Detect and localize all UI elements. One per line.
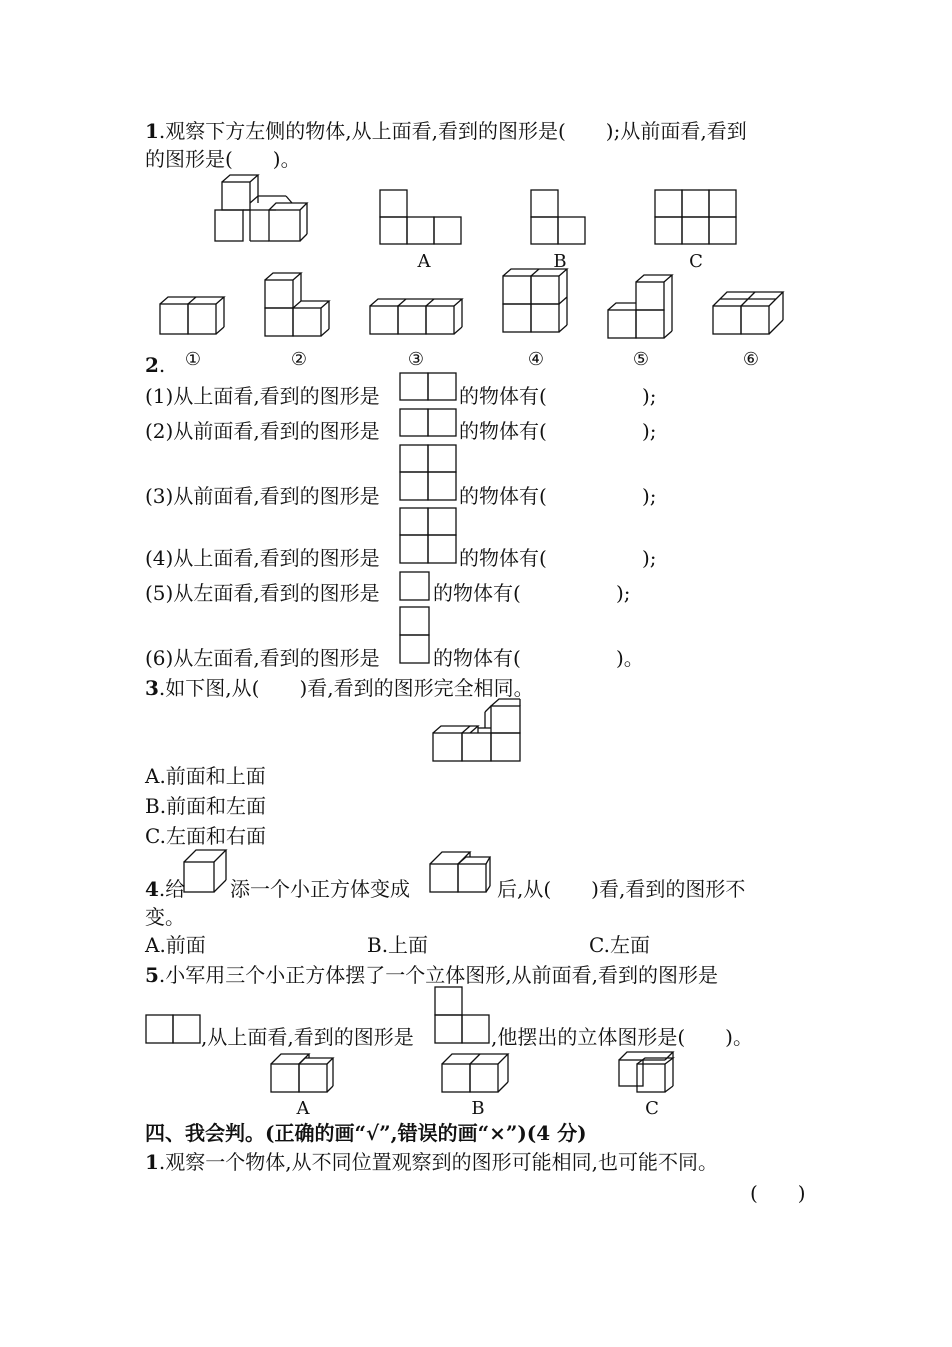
q2-figure-4-label: ④ [527,349,545,370]
q4-line2: 变。 [145,905,185,929]
q3-option-b: B.前面和左面 [145,794,267,818]
q4-cube-after [428,850,494,894]
q2-item-5-prefix: (5)从左面看,看到的图形是 [145,581,380,605]
q2-item-4-prefix: (4)从上面看,看到的图形是 [145,546,380,570]
q5-option-a-figure [269,1052,335,1094]
q4-part2: 添一个小正方体变成 [230,877,410,901]
q2-item-2-prefix: (2)从前面看,看到的图形是 [145,419,380,443]
q5-part2: ,从上面看,看到的图形是 [201,1025,414,1049]
q3-solid-figure [430,698,522,764]
q2-figure-6-label: ⑥ [742,349,760,370]
q2-item-2-suffix: 的物体有( [459,419,547,443]
section-4-q1-answer-paren: ( ) [750,1181,806,1205]
q4-cube-before [182,848,228,894]
q2-figure-6 [711,290,789,336]
q4-option-a: A.前面 [145,933,206,957]
q2-figure-1-label: ① [184,349,202,370]
q2-figure-4 [501,266,571,334]
q5-option-c-figure [617,1050,685,1094]
q5-front-view [145,1014,201,1044]
q2-item-1-prefix: (1)从上面看,看到的图形是 [145,384,380,408]
q5-line1: 5.小军用三个小正方体摆了一个立体图形,从前面看,看到的图形是 [145,963,718,987]
q1-solid-figure [212,172,314,246]
q2-item-1-suffix: 的物体有( [459,384,547,408]
q2-item-5-suffix: 的物体有( [433,581,521,605]
q2-item-4-close: ); [642,546,657,570]
q1-line2: 的图形是( )。 [145,147,301,171]
q5-option-b-figure [440,1052,512,1094]
q5-option-a-label: A [296,1098,310,1119]
q4-part1: 4.给 [145,877,186,901]
q3-text: 3.如下图,从( )看,看到的图形完全相同。 [145,676,534,700]
q2-number: 2. [145,353,166,377]
q2-figure-1 [158,294,228,336]
section-4-q1-text: 1.观察一个物体,从不同位置观察到的图形可能相同,也可能不同。 [145,1150,718,1174]
q2-figure-3-label: ③ [407,349,425,370]
q1-option-a-label: A [417,251,431,272]
q2-item-3-suffix: 的物体有( [459,484,547,508]
q2-item-1-shape [399,372,457,401]
q2-item-6-suffix: 的物体有( [433,646,521,670]
q4-part3: 后,从( )看,看到的图形不 [497,877,746,901]
q2-item-3-close: ); [642,484,657,508]
q5-part3: ,他摆出的立体图形是( )。 [491,1025,753,1049]
q2-figure-5 [606,272,676,340]
q2-item-1-close: ); [642,384,657,408]
q2-item-2-shape [399,408,457,437]
q1-option-c-figure [654,189,738,245]
q2-item-6-shape [399,606,430,664]
q3-option-c: C.左面和右面 [145,824,266,848]
q2-figure-2 [263,270,333,338]
q4-option-c: C.左面 [589,933,650,957]
q1-option-b-label: B [553,251,567,272]
q2-item-6-prefix: (6)从左面看,看到的图形是 [145,646,380,670]
q2-item-3-prefix: (3)从前面看,看到的图形是 [145,484,380,508]
q2-item-4-shape [399,507,457,564]
q5-option-c-label: C [645,1098,659,1119]
q1-option-c-label: C [689,251,703,272]
q2-figure-2-label: ② [290,349,308,370]
q1-line1: 1.观察下方左侧的物体,从上面看,看到的图形是( );从前面看,看到 [145,119,747,143]
q5-option-b-label: B [471,1098,485,1119]
q3-option-a: A.前面和上面 [145,764,266,788]
q2-item-3-shape [399,444,457,501]
q2-item-5-shape [399,571,430,601]
q2-item-4-suffix: 的物体有( [459,546,547,570]
section-4-title: 四、我会判。(正确的画“√”,错误的画“×”)(4 分) [145,1121,587,1145]
q2-item-2-close: ); [642,419,657,443]
q5-top-view [434,986,490,1044]
q2-item-5-close: ); [616,581,631,605]
q1-option-b-figure [530,189,587,245]
q2-figure-3 [368,296,466,338]
q4-option-b: B.上面 [367,933,429,957]
q2-item-6-close: )。 [616,646,644,670]
q2-figure-5-label: ⑤ [632,349,650,370]
q1-option-a-figure [379,189,463,245]
